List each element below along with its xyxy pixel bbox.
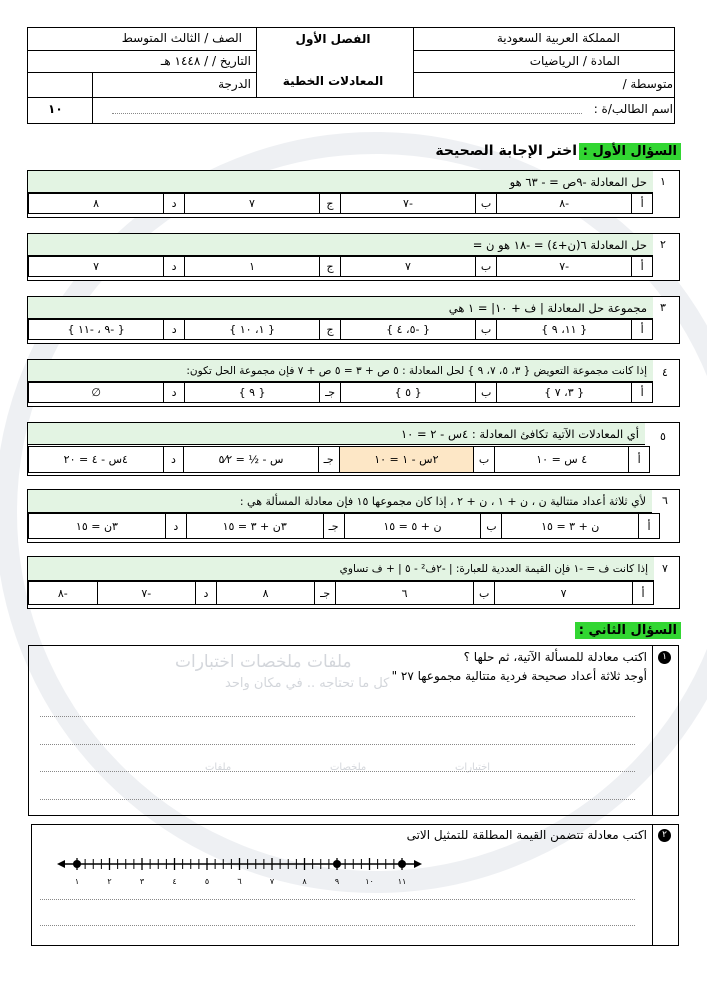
question-1-text: حل المعادلة -٩ص = - ٦٣ هو xyxy=(28,171,653,193)
q1-7-opt-a[interactable]: ٧ xyxy=(495,582,633,605)
q1-7-opt-c-label[interactable]: جـ xyxy=(315,582,336,605)
answer-line[interactable] xyxy=(40,899,635,900)
question-7-text: إذا كانت ف = -١ فإن القيمة العددية للعبارة: | -٢ف² - ٥ | + ف تساوي xyxy=(28,557,654,581)
q1-2-opt-a-label[interactable]: أ xyxy=(632,257,653,277)
q1-2-opt-d-label[interactable]: د xyxy=(164,257,185,277)
q1-2-opt-d[interactable]: ٧ xyxy=(29,257,164,277)
q1-7-opt-c[interactable]: ٨ xyxy=(216,582,314,605)
q1-3-opt-b-label[interactable]: ب xyxy=(476,320,497,340)
q1-7-opt-d[interactable]: -٧ xyxy=(97,582,195,605)
q1-instruction: اختر الإجابة الصحيحة xyxy=(435,143,577,159)
tick-label: ١١ xyxy=(397,877,407,886)
q1-1-opt-a-label[interactable]: أ xyxy=(632,194,653,214)
answer-line[interactable] xyxy=(40,925,635,926)
q1-3-opt-a-label[interactable]: أ xyxy=(632,320,653,340)
q1-3-opt-c[interactable]: { ١، ١٠ } xyxy=(185,320,320,340)
answer-line[interactable] xyxy=(40,799,635,800)
chapter-label: المعادلات الخطية xyxy=(282,74,384,88)
question-3-number: ٣ xyxy=(660,301,666,314)
answer-line[interactable] xyxy=(40,716,635,717)
q1-1-opt-c[interactable]: ٧ xyxy=(184,194,319,214)
number-line-point xyxy=(333,860,341,868)
q1-7-opt-a-label[interactable]: أ xyxy=(633,582,654,605)
question-5-text: أي المعادلات الآتية تكافئ المعادلة : ٤س - ٢ = ١٠ xyxy=(28,423,645,445)
watermark-tagline: كل ما تحتاجه .. في مكان واحد xyxy=(225,676,390,691)
q1-3-opt-b[interactable]: { -٥، ٤ } xyxy=(340,320,475,340)
q2-part2-number: ٢ xyxy=(658,829,671,842)
question-2-number: ٢ xyxy=(660,238,666,251)
question-6-number: ٦ xyxy=(662,494,668,507)
q1-1-opt-d[interactable]: ٨ xyxy=(29,194,164,214)
tick-label: ٤ xyxy=(172,877,177,886)
question-3-text: مجموعة حل المعادلة | ف + ١٠| = ١ هي xyxy=(28,297,653,319)
watermark-text: ملفات ملخصات اختبارات xyxy=(175,652,352,672)
q1-1-opt-b[interactable]: -٧ xyxy=(340,194,475,214)
q1-7-opt-d-label[interactable]: د xyxy=(195,582,216,605)
q1-5-opt-c[interactable]: س - ½ = ٥⁄٢ xyxy=(184,447,318,473)
q1-3-opt-d[interactable]: { -٩ ، -١١ } xyxy=(29,320,164,340)
tick-label: ١ xyxy=(74,877,80,886)
q1-6-opt-a[interactable]: ن + ٣ = ١٥ xyxy=(502,514,639,539)
tick-label: ٦ xyxy=(237,877,242,886)
q1-6-opt-b[interactable]: ن + ٥ = ١٥ xyxy=(344,514,481,539)
question-7-number: ٧ xyxy=(662,562,668,575)
q1-3-opt-c-label[interactable]: ج xyxy=(320,320,341,340)
q2-part2-text: اكتب معادلة تتضمن القيمة المطلقة للتمثيل الاتى xyxy=(406,828,647,842)
q1-6-opt-a-label[interactable]: أ xyxy=(639,514,660,539)
q1-4-opt-d-label[interactable]: د xyxy=(164,383,185,403)
left-arrow-icon xyxy=(57,860,65,868)
q1-2-opt-c[interactable]: ١ xyxy=(184,257,319,277)
q1-6-opt-d[interactable]: ٣ن = ١٥ xyxy=(29,514,166,539)
q1-4-opt-c-label[interactable]: جـ xyxy=(320,383,341,403)
q1-6-opt-b-label[interactable]: ب xyxy=(481,514,502,539)
kingdom-label: المملكة العربية السعودية xyxy=(496,31,620,45)
tick-label: ١٠ xyxy=(365,877,374,886)
q1-2-opt-c-label[interactable]: ج xyxy=(320,257,341,277)
q1-4-opt-a-label[interactable]: أ xyxy=(632,383,653,403)
q1-6-opt-c-label[interactable]: جـ xyxy=(323,514,344,539)
answer-line[interactable] xyxy=(40,744,635,745)
q1-title: السؤال الأول : xyxy=(579,143,681,160)
q1-3-opt-a[interactable]: { ١١، ٩ } xyxy=(497,320,632,340)
question-5-number: ٥ xyxy=(660,430,666,443)
tick-label: ٨ xyxy=(302,877,307,886)
right-arrow-icon xyxy=(414,860,422,868)
student-name-label: اسم الطالب/ة : xyxy=(593,102,673,116)
q1-4-opt-d[interactable]: ∅ xyxy=(29,383,164,403)
subject-label: المادة / الرياضيات xyxy=(529,54,620,68)
q2-part1-line2: أوجد ثلاثة أعداد صحيحة فردية متتالية مجموعها ٢٧ " xyxy=(391,669,647,683)
q2-part1-line1: اكتب معادلة للمسألة الآتية، ثم حلها ؟ xyxy=(463,650,647,664)
q1-5-opt-b-label[interactable]: ب xyxy=(474,447,495,473)
q1-6-opt-d-label[interactable]: د xyxy=(165,514,186,539)
q1-5-opt-a-label[interactable]: أ xyxy=(629,447,650,473)
watermark-icon-files: ملفات xyxy=(205,762,232,773)
q1-4-opt-a[interactable]: { ٣، ٧ } xyxy=(497,383,632,403)
score-label: الدرجة xyxy=(218,77,251,91)
number-line-point xyxy=(73,860,81,868)
tick-label: ٩ xyxy=(334,877,340,886)
number-line xyxy=(55,848,425,888)
watermark-icon-summaries: ملخصات xyxy=(330,762,367,773)
q1-1-opt-c-label[interactable]: ج xyxy=(320,194,341,214)
question-4-number: ٤ xyxy=(662,366,668,379)
q1-1-opt-b-label[interactable]: ب xyxy=(476,194,497,214)
semester-label: الفصل الأول xyxy=(295,32,371,46)
date-label: التاريخ / / ١٤٤٨ هـ xyxy=(160,54,251,68)
q1-1-opt-a[interactable]: -٨ xyxy=(497,194,632,214)
q1-2-opt-b-label[interactable]: ب xyxy=(476,257,497,277)
q1-1-opt-d-label[interactable]: د xyxy=(164,194,185,214)
q1-2-opt-a[interactable]: -٧ xyxy=(497,257,632,277)
school-label: متوسطة / xyxy=(622,77,673,91)
tick-label: ٥ xyxy=(204,877,210,886)
watermark-icon-tests: اختبارات xyxy=(455,762,491,773)
tick-label: ٧ xyxy=(269,877,275,886)
question-6-text: لأي ثلاثة أعداد متتالية ن ، ن + ١ ، ن + ٢ ، إذا كان مجموعها ١٥ فإن معادلة المسألة هي : xyxy=(28,490,652,513)
question-4-text: إذا كانت مجموعة التعويض { ٣، ٥، ٧، ٩ } لحل المعادلة : ٥ ص + ٣ = ٥ ص + ٧ فإن مجموعة الحل تكون: xyxy=(28,360,653,382)
answer-line[interactable] xyxy=(40,771,635,772)
q1-7-opt-e[interactable]: -٨ xyxy=(29,582,98,605)
q1-3-opt-d-label[interactable]: د xyxy=(164,320,185,340)
question-1-number: ١ xyxy=(660,175,666,188)
q1-4-opt-c[interactable]: { ٩ } xyxy=(185,383,320,403)
q1-7-opt-b[interactable]: ٦ xyxy=(336,582,474,605)
q1-2-opt-b[interactable]: ٧ xyxy=(340,257,475,277)
student-name-line[interactable] xyxy=(112,113,582,114)
q1-5-opt-c-label[interactable]: جـ xyxy=(318,447,339,473)
q1-5-opt-a[interactable]: ٤ س = ١٠ xyxy=(495,447,629,473)
q2-part1-number: ١ xyxy=(658,651,671,664)
q2-title: السؤال الثاني : xyxy=(575,622,681,639)
tick-label: ٣ xyxy=(139,877,145,886)
q1-5-opt-d-label[interactable]: د xyxy=(163,447,184,473)
q1-4-opt-b[interactable]: { ٥ } xyxy=(341,383,476,403)
q1-5-opt-d[interactable]: ٤س - ٤ = ٢٠ xyxy=(29,447,164,473)
score-value: ١٠ xyxy=(48,102,63,116)
q1-4-opt-b-label[interactable]: ب xyxy=(476,383,497,403)
q1-7-opt-b-label[interactable]: ب xyxy=(474,582,495,605)
tick-label: ٢ xyxy=(107,877,112,886)
q1-5-opt-b[interactable]: ٢س - ١ = ١٠ xyxy=(339,447,474,473)
question-2-text: حل المعادلة ٦(ن+٤) = -١٨ هو ن = xyxy=(28,234,653,256)
number-line-point xyxy=(398,860,406,868)
grade-label: الصف / الثالث المتوسط xyxy=(121,31,242,45)
q1-6-opt-c[interactable]: ٣ن + ٣ = ١٥ xyxy=(186,514,323,539)
